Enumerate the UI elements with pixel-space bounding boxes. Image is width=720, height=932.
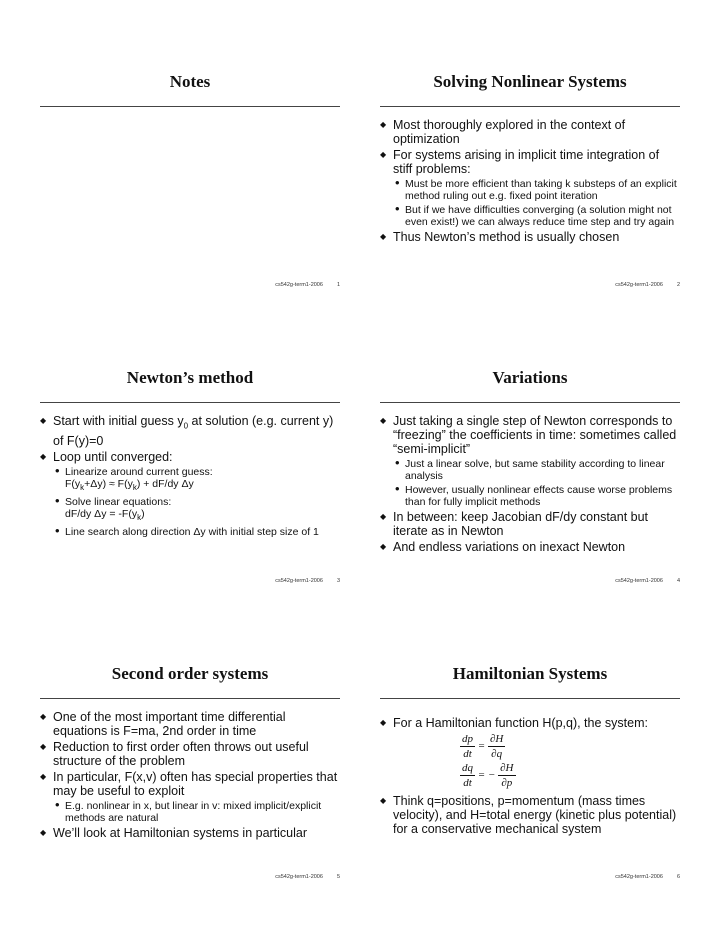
bullet: ◆ Think q=positions, p=momentum (mass times velocity), and H=total energy (kinetic plus potential) for a conservative mechanical system <box>380 794 680 836</box>
footer-text: cs542g-term1-2006 <box>275 282 323 288</box>
slide-title: Notes <box>169 72 211 91</box>
slide-footer <box>615 578 680 584</box>
slide-notes <box>40 72 340 302</box>
bullet: ◆ Loop until converged: <box>40 450 340 464</box>
page-number: 1 <box>336 282 340 288</box>
footer-text: cs542g-term1-2006 <box>615 874 663 880</box>
bullet: ◆ Thus Newton’s method is usually chosen <box>380 230 680 244</box>
sub-bullet: • Solve linear equations: dF/dy $\Delta y = -F(y_k)$ <box>40 496 340 524</box>
slide-body <box>380 414 680 556</box>
title-rule <box>40 106 340 107</box>
title-rule <box>380 106 680 107</box>
slide-body <box>40 710 340 842</box>
page-number: 3 <box>336 578 340 584</box>
title-rule <box>380 402 680 403</box>
slide-title: Newton’s method <box>126 368 254 387</box>
bullet: ◆ And endless variations on inexact Newton <box>380 540 680 554</box>
bullet: ◆ Reduction to first order often throws out useful structure of the problem <box>40 740 340 768</box>
page-number: 2 <box>676 282 680 288</box>
slide-second-order <box>40 664 340 894</box>
slide-variations <box>380 368 680 598</box>
page-number: 6 <box>676 874 680 880</box>
slide-body <box>380 710 680 838</box>
sub-bullet: • Must be more efficient than taking k substeps of an explicit method ruling out e.g. fixed point iteration <box>380 178 680 202</box>
slide-footer <box>275 874 340 880</box>
bullet: ◆ Most thoroughly explored in the context of optimization <box>380 118 680 146</box>
sub-bullet: • Just a linear solve, but same stability according to linear analysis <box>380 458 680 482</box>
sub-bullet: • However, usually nonlinear effects cause worse problems than for fully implicit methods <box>380 484 680 508</box>
title-rule <box>380 698 680 699</box>
footer-text: cs542g-term1-2006 <box>615 578 663 584</box>
slide-title: Variations <box>492 368 568 387</box>
bullet: ◆ Just taking a single step of Newton corresponds to “freezing” the coefficients in time: sometimes called “semi-implicit” <box>380 414 680 456</box>
slide-footer <box>615 874 680 880</box>
slide-footer <box>615 282 680 288</box>
sub-bullet: • But if we have difficulties converging (a solution might not even exist!) we can always reduce time step and try again <box>380 204 680 228</box>
page-number: 4 <box>676 578 680 584</box>
equation-dq-dt: $\frac{dq}{dt}$ = − $\frac{\partial H}{\partial p}$ <box>462 762 514 789</box>
title-rule <box>40 402 340 403</box>
sub-bullet: • Linearize around current guess: $F(y_k+\Delta y) \approx F(y_k) + dF/dy$ Δy <box>40 466 340 494</box>
slide-footer <box>275 282 340 288</box>
bullet: ◆ In between: keep Jacobian dF/dy constant but iterate as in Newton <box>380 510 680 538</box>
bullet: ◆ We’ll look at Hamiltonian systems in particular <box>40 826 340 840</box>
slide-body <box>380 118 680 246</box>
title-rule <box>40 698 340 699</box>
slide-title: Second order systems <box>111 664 269 683</box>
bullet: ◆ Start with initial guess $y_0$ at solution (e.g. current y) of F(y)=0 <box>40 414 340 448</box>
footer-text: cs542g-term1-2006 <box>275 874 323 880</box>
sub-bullet: • Line search along direction Δy with initial step size of 1 <box>40 526 340 538</box>
slide-title: Hamiltonian Systems <box>452 664 608 683</box>
slide-newtons-method <box>40 368 340 598</box>
slide-footer <box>275 578 340 584</box>
bullet: ◆ For a Hamiltonian function H(p,q), the system: <box>380 716 680 730</box>
slide-title: Solving Nonlinear Systems <box>433 72 627 91</box>
equation-dp-dt: $\frac{dp}{dt}$ = $\frac{\partial H}{\partial q}$ <box>462 733 504 760</box>
bullet: ◆ One of the most important time differential equations is F=ma, 2nd order in time <box>40 710 340 738</box>
bullet: ◆ In particular, F(x,v) often has special properties that may be useful to exploit <box>40 770 340 798</box>
bullet: ◆ For systems arising in implicit time integration of stiff problems: <box>380 148 680 176</box>
slide-hamiltonian <box>380 664 680 894</box>
slide-body <box>40 414 340 540</box>
page-number: 5 <box>336 874 340 880</box>
slide-solving-nonlinear <box>380 72 680 302</box>
footer-text: cs542g-term1-2006 <box>615 282 663 288</box>
sub-bullet: • E.g. nonlinear in x, but linear in v: mixed implicit/explicit methods are natural <box>40 800 340 824</box>
footer-text: cs542g-term1-2006 <box>275 578 323 584</box>
